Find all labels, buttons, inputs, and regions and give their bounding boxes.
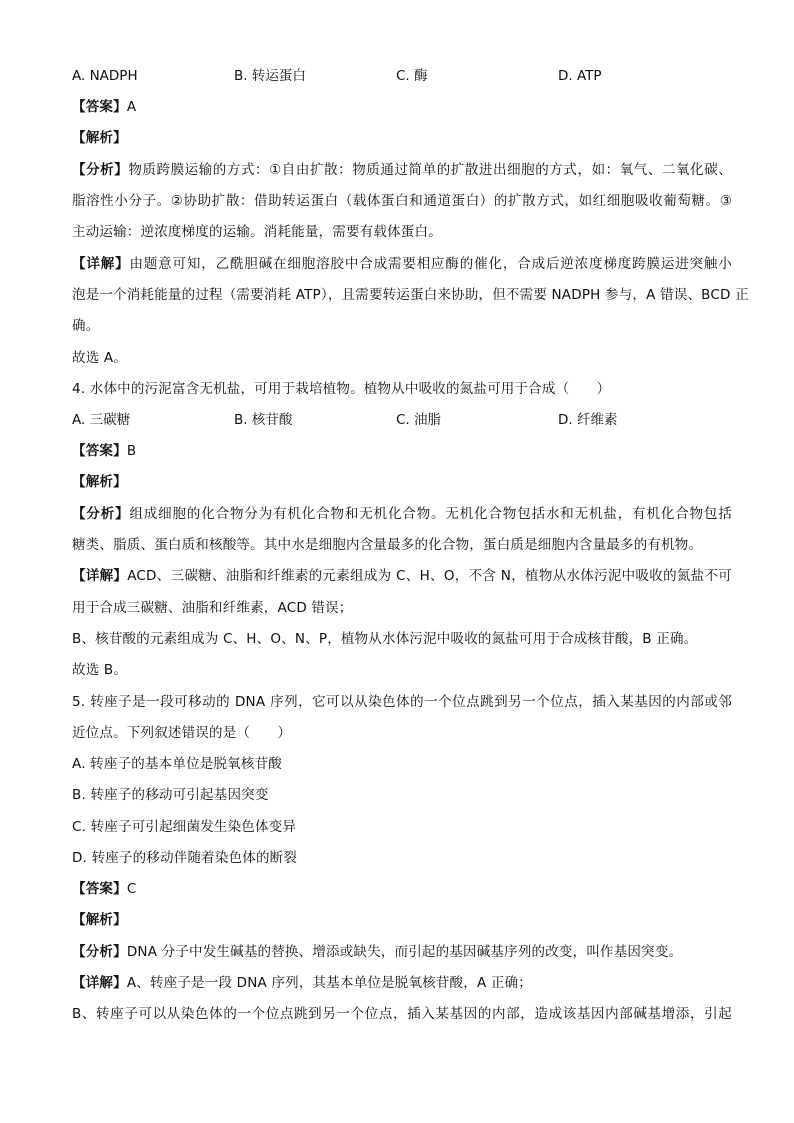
q3-xiangjie-line-2: 泡是一个消耗能量的过程（需要消耗 ATP），且需要转运蛋白来协助，但不需要 NADPH 参与，A 错误、BCD 正 xyxy=(72,287,749,303)
q3-xiangjie-line-1 xyxy=(72,254,732,274)
q5-xiangjie-line-1 xyxy=(72,973,732,993)
q4-conclusion: 故选 B。 xyxy=(72,662,128,678)
q4-jiexi-heading: 【解析】 xyxy=(72,474,127,490)
q4-option-d: D. 纤维素 xyxy=(558,412,618,428)
answer-value: C xyxy=(126,881,137,897)
q4-option-c: C. 油脂 xyxy=(396,412,442,428)
fenxi-tag: 【分析】 xyxy=(72,506,130,522)
fenxi-tag: 【分析】 xyxy=(72,162,129,178)
q3-fenxi-line-2: 脂溶性小分子。②协助扩散：借助转运蛋白（载体蛋白和通道蛋白）的扩散方式，如红细胞吸收葡萄糖。③ xyxy=(72,193,732,209)
q4-xiangjie-line-2: 用于合成三碳糖、油脂和纤维素，ACD 错误； xyxy=(72,600,353,616)
q5-option-c: C. 转座子可引起细菌发生染色体变异 xyxy=(72,819,297,835)
answer-value: A xyxy=(126,99,137,115)
q4-option-a: A. 三碳糖 xyxy=(72,412,131,428)
q4-xiangjie-line-1 xyxy=(72,566,732,586)
q3-option-b: B. 转运蛋白 xyxy=(234,68,306,84)
q3-jiexi-heading: 【解析】 xyxy=(72,130,127,146)
q5-jiexi-heading: 【解析】 xyxy=(72,912,127,928)
q4-option-b: B. 核苷酸 xyxy=(234,412,293,428)
fenxi-tag: 【分析】 xyxy=(72,944,127,960)
q4-fenxi-line-2: 糖类、脂质、蛋白质和核酸等。其中水是细胞内含量最多的化合物，蛋白质是细胞内含量最多的有机物。 xyxy=(72,537,703,553)
q3-xiangjie-line-3: 确。 xyxy=(72,318,100,334)
answer-tag: 【答案】 xyxy=(72,881,127,897)
xiangjie-tag: 【详解】 xyxy=(72,256,130,272)
q4-stem: 4. 水体中的污泥富含无机盐，可用于栽培植物。植物从中吸收的氮盐可用于合成（ ） xyxy=(72,381,611,397)
q3-option-d: D. ATP xyxy=(558,68,602,84)
q5-option-d: D. 转座子的移动伴随着染色体的断裂 xyxy=(72,850,298,866)
xiangjie-text: A、转座子是一段 DNA 序列，其基本单位是脱氧核苷酸，A 正确； xyxy=(126,975,532,991)
q5-fenxi-line-1 xyxy=(72,942,732,962)
xiangjie-tag: 【详解】 xyxy=(72,975,127,991)
q5-stem-line-1: 5. 转座子是一段可移动的 DNA 序列，它可以从染色体的一个位点跳到另一个位点，插入某基因的内部或邻 xyxy=(72,694,732,710)
xiangjie-tag: 【详解】 xyxy=(72,568,128,584)
q5-stem-line-2: 近位点。下列叙述错误的是（ ） xyxy=(72,725,292,741)
q5-option-a: A. 转座子的基本单位是脱氧核苷酸 xyxy=(72,756,282,772)
q5-xiangjie-line-2: B、转座子可以从染色体的一个位点跳到另一个位点，插入某基因的内部，造成该基因内部碱基增添，引起 xyxy=(72,1006,732,1022)
fenxi-text: 组成细胞的化合物分为有机化合物和无机化合物。无机化合物包括水和无机盐，有机化合物包括 xyxy=(129,506,732,522)
answer-tag: 【答案】 xyxy=(72,443,127,459)
q4-fenxi-line-1 xyxy=(72,504,732,524)
answer-tag: 【答案】 xyxy=(72,99,127,115)
fenxi-text: 物质跨膜运输的方式：①自由扩散：物质通过简单的扩散进出细胞的方式，如：氧气、二氧化碳、 xyxy=(128,162,732,178)
q3-option-c: C. 酶 xyxy=(396,68,428,84)
answer-value: B xyxy=(126,443,137,459)
q3-fenxi-line-1 xyxy=(72,160,732,180)
q5-answer xyxy=(72,879,732,899)
q5-option-b: B. 转座子的移动可引起基因突变 xyxy=(72,787,269,803)
q4-answer xyxy=(72,441,732,461)
xiangjie-text: 由题意可知，乙酰胆碱在细胞溶胶中合成需要相应酶的催化，合成后逆浓度梯度跨膜运进突触小 xyxy=(129,256,732,272)
q3-answer xyxy=(72,97,732,117)
q4-xiangjie-line-3: B、核苷酸的元素组成为 C、H、O、N、P，植物从水体污泥中吸收的氮盐可用于合成核苷酸，B 正确。 xyxy=(72,631,698,647)
q3-fenxi-line-3: 主动运输：逆浓度梯度的运输。消耗能量，需要有载体蛋白。 xyxy=(72,224,442,240)
q3-option-a: A. NADPH xyxy=(72,68,138,84)
q3-conclusion: 故选 A。 xyxy=(72,350,128,366)
xiangjie-text: ACD、三碳糖、油脂和纤维素的元素组成为 C、H、O，不含 N，植物从水体污泥中吸收的氮盐不可 xyxy=(127,568,732,584)
fenxi-text: DNA 分子中发生碱基的替换、增添或缺失，而引起的基因碱基序列的改变，叫作基因突变。 xyxy=(126,944,683,960)
